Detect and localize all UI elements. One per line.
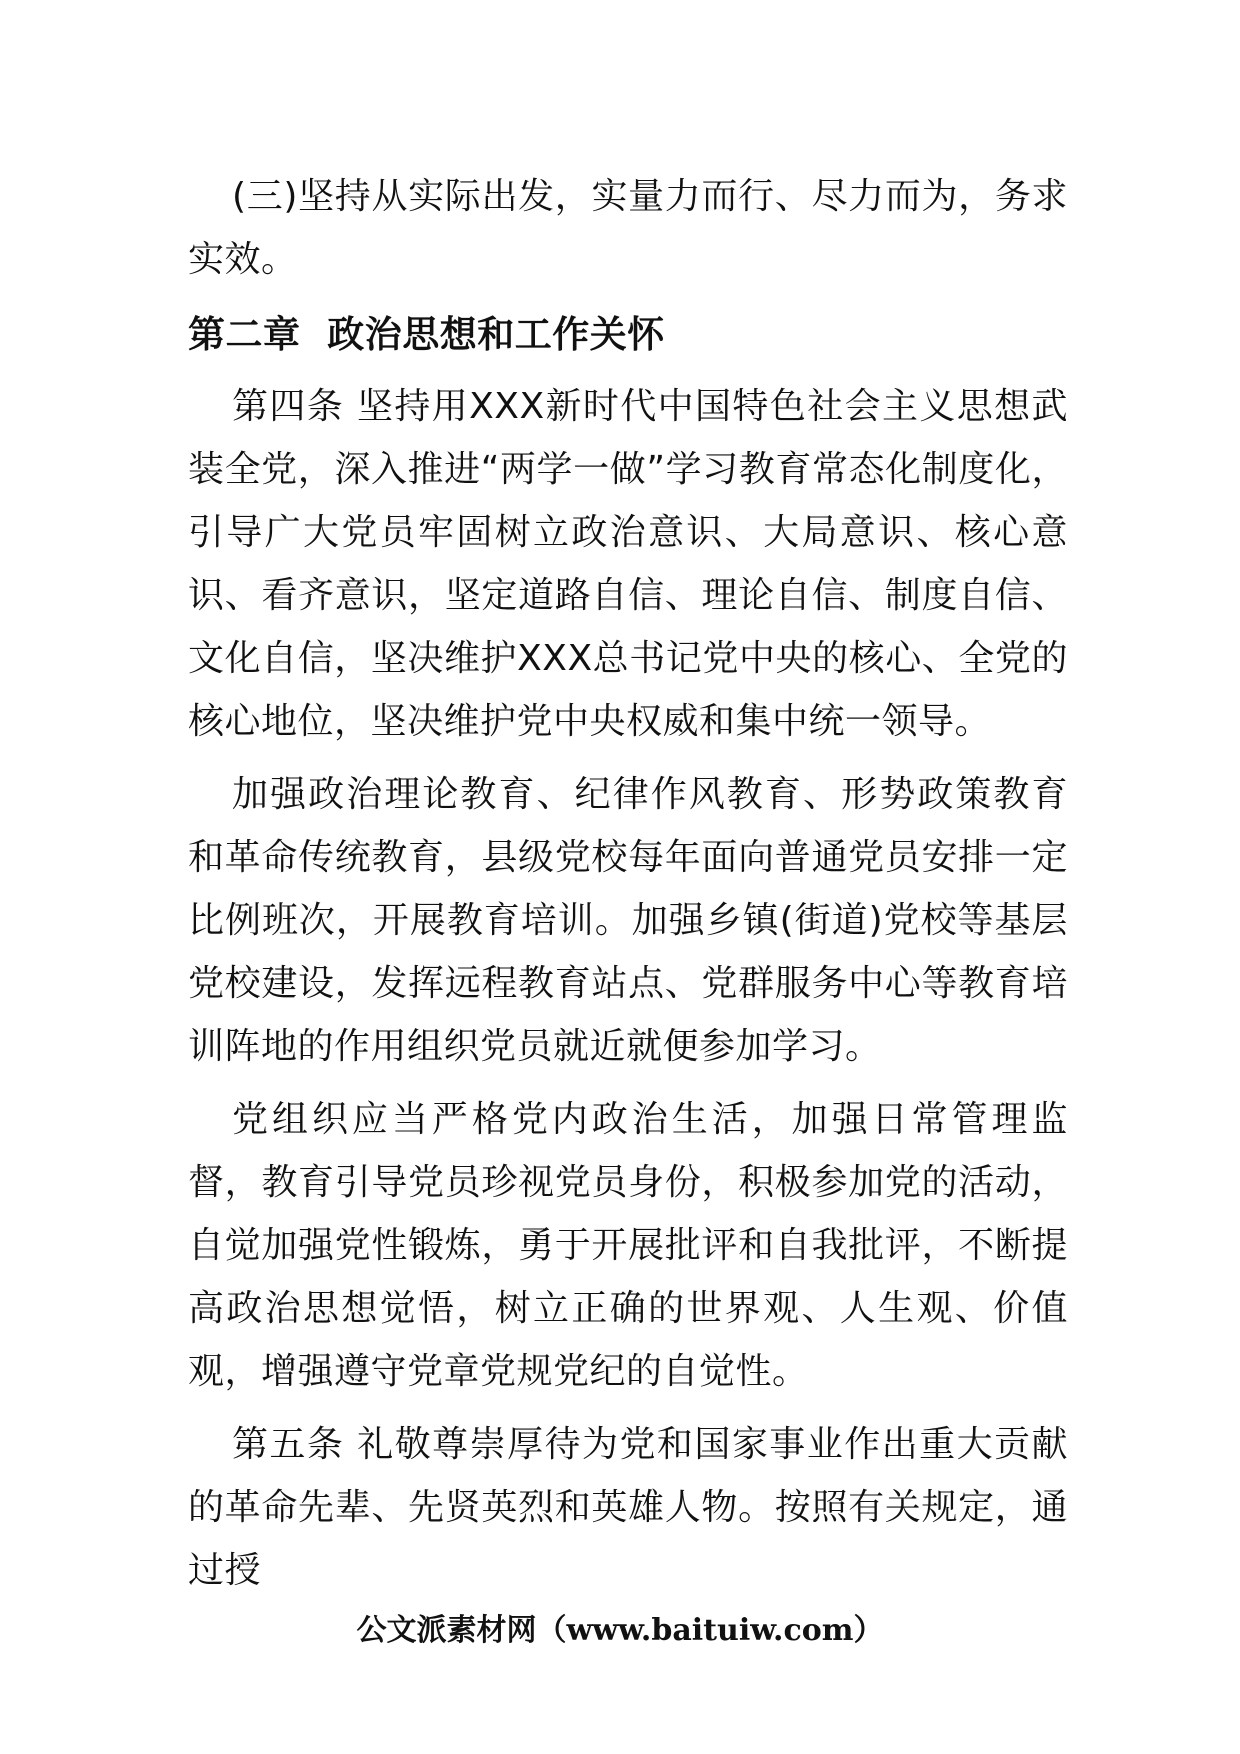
document-body [188, 165, 1068, 1612]
paragraph-education: 加强政治理论教育、纪律作风教育、形势政策教育和革命传统教育，县级党校每年面向普通党员安排一定比例班次，开展教育培训。加强乡镇(街道)党校等基层党校建设，发挥远程教育站点、党群服务中心等教育培训阵地的作用组织党员就近就便参加学习。 [188, 774, 1068, 1067]
paragraph-party-life: 党组织应当严格党内政治生活，加强日常管理监督，教育引导党员珍视党员身份，积极参加党的活动，自觉加强党性锻炼，勇于开展批评和自我批评，不断提高政治思想觉悟，树立正确的世界观、人生观、价值观，增强遵守党章党规党纪的自觉性。 [188, 1099, 1068, 1392]
paragraph-article-five: 第五条 礼敬尊崇厚待为党和国家事业作出重大贡献的革命先辈、先贤英烈和英雄人物。按照有关规定，通过授 [188, 1424, 1068, 1591]
paragraph-principle-three: (三)坚持从实际出发，实量力而行、尽力而为，务求实效。 [188, 176, 1068, 280]
chapter-heading: 第二章 政治思想和工作关怀 [188, 313, 665, 356]
paragraph-article-four: 第四条 坚持用XXX新时代中国特色社会主义思想武装全党，深入推进“两学一做”学习教育常态化制度化，引导广大党员牢固树立政治意识、大局意识、核心意识、看齐意识，坚定道路自信、理论自信、制度自信、文化自信，坚决维护XXX总书记党中央的核心、全党的核心地位，坚决维护党中央权威和集中统一领导。 [188, 386, 1068, 742]
footer-watermark-text: 公文派素材网（www.baituiw.com） [356, 1613, 884, 1648]
